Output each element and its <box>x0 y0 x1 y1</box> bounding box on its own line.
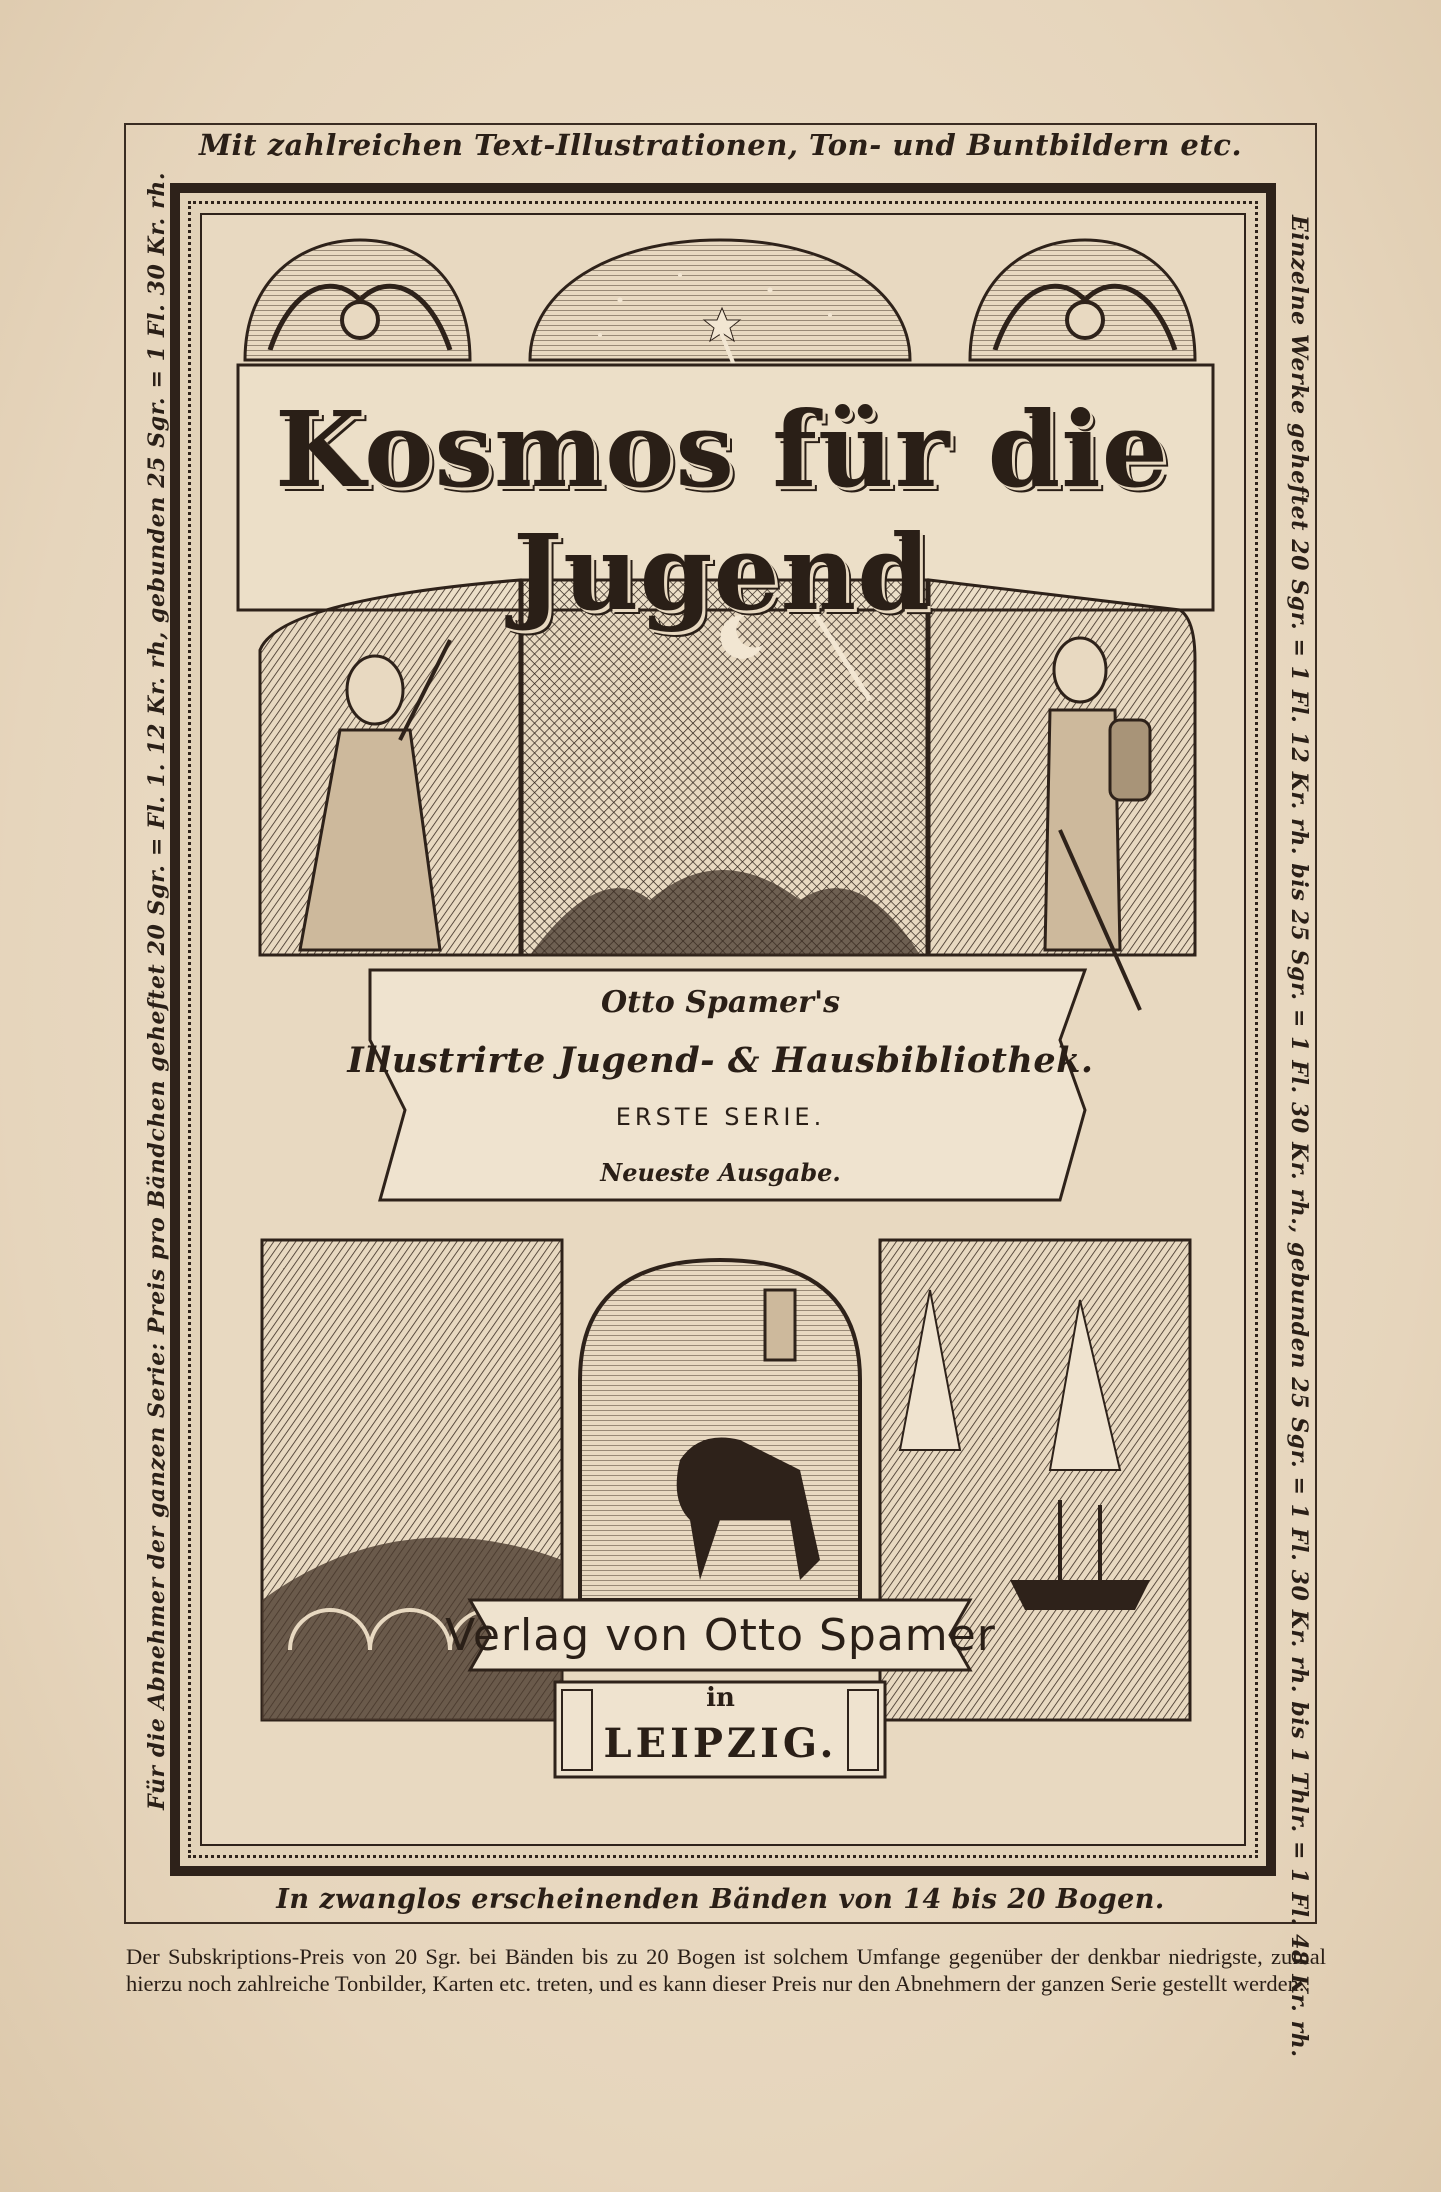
panel-hiker <box>929 580 1195 1010</box>
left-margin-price: Für die Abnehmer der ganzen Serie: Preis pro Bändchen geheftet 20 Sgr. = Fl. 1. 12 Kr. rh, gebunden 25 Sgr. = 1 Fl. 30 Kr. rh. <box>144 171 170 1810</box>
edition-label: Neueste Ausgabe. <box>600 1158 841 1187</box>
panel-girl <box>260 580 520 955</box>
subscription-note: Der Subskriptions-Preis von 20 Sgr. bei Bänden bis zu 20 Bogen ist solchem Umfange gegenüber der denkbar niedrigste, zumal hierzu noch zahlreiche Tonbilder, Karten etc. treten, und es kann dieser Preis nur den Abnehmern der ganzen Serie gestellt werden. <box>126 1944 1326 1996</box>
publisher-banner: Verlag von Otto Spamer <box>445 1610 996 1661</box>
city-name: LEIPZIG. <box>603 1720 838 1767</box>
city-in: in <box>706 1683 735 1713</box>
bottom-caption: In zwanglos erscheinenden Bänden von 14 bis 20 Bogen. <box>276 1884 1165 1915</box>
publisher-name: Otto Spamer's <box>600 985 841 1020</box>
top-caption: Mit zahlreichen Text-Illustrationen, Ton- und Buntbildern etc. <box>198 128 1243 162</box>
panel-jungle <box>522 580 927 955</box>
panel-horse <box>580 1260 860 1600</box>
series-name: Illustrirte Jugend- & Hausbibliothek. <box>347 1040 1094 1081</box>
top-ornament-right <box>970 240 1195 360</box>
right-margin-price: Einzelne Werke geheftet 20 Sgr. = 1 Fl. 12 Kr. rh. bis 25 Sgr. = 1 Fl. 30 Kr. rh., gebunden 25 Sgr. = 1 Fl. 30 Kr. rh. bis 1 Thlr. = 1 Fl. 48 Kr. rh. <box>1286 215 1312 2058</box>
top-ornament-left <box>245 240 470 360</box>
starry-sky-arch <box>530 240 910 380</box>
series-number: ERSTE SERIE. <box>615 1103 826 1131</box>
cover-title: Kosmos für die Jugend <box>275 388 1169 634</box>
